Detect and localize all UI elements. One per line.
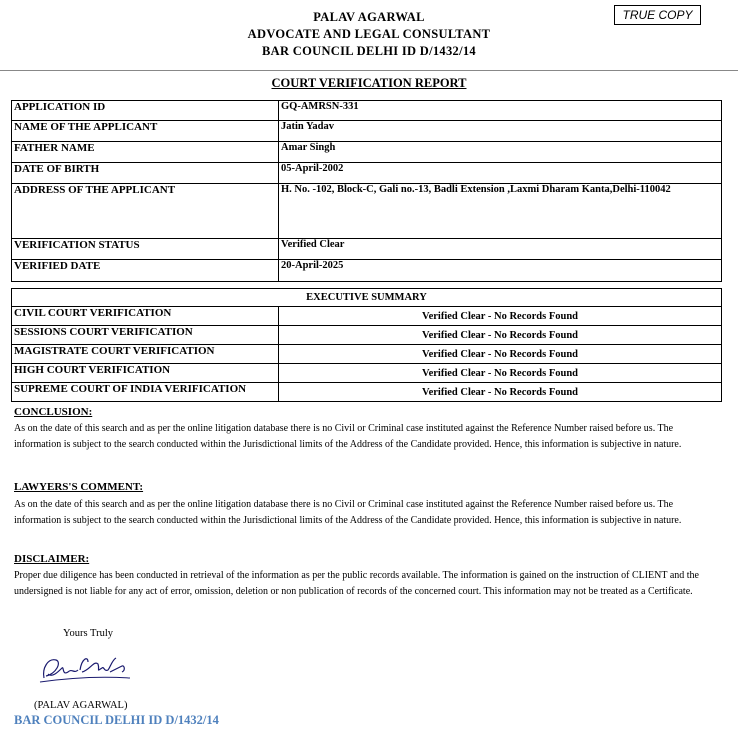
advocate-designation: ADVOCATE AND LEGAL CONSULTANT	[247, 27, 491, 41]
field-label: FATHER NAME	[12, 142, 279, 163]
table-row	[12, 345, 722, 364]
field-value: GQ-AMRSN-331	[279, 101, 722, 121]
table-row	[12, 326, 722, 345]
table-row	[12, 101, 722, 121]
court-label: SUPREME COURT OF INDIA VERIFICATION	[12, 383, 279, 402]
applicant-details-table	[11, 100, 722, 282]
field-value: Jatin Yadav	[279, 121, 722, 142]
table-row	[12, 239, 722, 260]
field-value: H. No. -102, Block-C, Gali no.-13, Badli Extension ,Laxmi Dharam Kanta,Delhi-110042	[279, 184, 722, 239]
lawyers-comment-text: As on the date of this search and as per the online litigation database there is no Civil or Criminal case instituted against the Reference Number raised before us. The information is subject to the search conducted within the Jurisdictional limits of the Address of the Candidate provided. Hence, this information is subjective in nature.	[14, 499, 682, 527]
lawyers-comment-heading: LAWYERS'S COMMENT:	[14, 481, 144, 493]
executive-summary-table	[11, 288, 722, 402]
bar-council-id: BAR COUNCIL DELHI ID D/1432/14	[262, 44, 476, 58]
field-value: Amar Singh	[279, 142, 722, 163]
signatory-name: (PALAV AGARWAL)	[34, 700, 128, 711]
header-divider	[0, 70, 738, 71]
disclaimer-heading: DISCLAIMER:	[14, 553, 90, 565]
court-result: Verified Clear - No Records Found	[279, 383, 722, 402]
advocate-name: PALAV AGARWAL	[313, 10, 425, 24]
table-row	[12, 142, 722, 163]
conclusion-text: As on the date of this search and as per the online litigation database there is no Civil or Criminal case instituted against the Reference Number raised before us. The information is subject to the search conducted within the Jurisdictional limits of the Address of the Candidate provided. Hence, this information is subjective in nature.	[14, 423, 682, 451]
court-label: CIVIL COURT VERIFICATION	[12, 307, 279, 326]
table-row	[12, 307, 722, 326]
table-row	[12, 163, 722, 184]
field-label: ADDRESS OF THE APPLICANT	[12, 184, 279, 239]
table-row	[12, 184, 722, 239]
true-copy-stamp: TRUE COPY	[614, 5, 701, 25]
court-label: SESSIONS COURT VERIFICATION	[12, 326, 279, 345]
table-row	[12, 364, 722, 383]
field-value: 20-April-2025	[279, 260, 722, 282]
handwritten-signature	[38, 648, 133, 688]
table-row	[12, 289, 722, 307]
court-result: Verified Clear - No Records Found	[279, 307, 722, 326]
summary-title: EXECUTIVE SUMMARY	[12, 289, 722, 307]
court-result: Verified Clear - No Records Found	[279, 364, 722, 383]
table-row	[12, 121, 722, 142]
report-title: COURT VERIFICATION REPORT	[271, 76, 467, 90]
field-value: 05-April-2002	[279, 163, 722, 184]
disclaimer-text: Proper due diligence has been conducted in retrieval of the information as per the public records available. The information is gained on the instruction of CLIENT and the undersigned is not liable for any act of error, omission, deletion or non publication of records of the concerned court. This information may not be treated as a Certificate.	[14, 570, 699, 598]
closing-text: Yours Truly	[63, 628, 114, 639]
table-row	[12, 383, 722, 402]
court-label: HIGH COURT VERIFICATION	[12, 364, 279, 383]
field-label: VERIFICATION STATUS	[12, 239, 279, 260]
court-result: Verified Clear - No Records Found	[279, 326, 722, 345]
field-value: Verified Clear	[279, 239, 722, 260]
footer-bar-council-id: BAR COUNCIL DELHI ID D/1432/14	[14, 713, 219, 727]
court-label: MAGISTRATE COURT VERIFICATION	[12, 345, 279, 364]
court-result: Verified Clear - No Records Found	[279, 345, 722, 364]
conclusion-heading: CONCLUSION:	[14, 406, 93, 418]
table-row	[12, 260, 722, 282]
field-label: NAME OF THE APPLICANT	[12, 121, 279, 142]
field-label: APPLICATION ID	[12, 101, 279, 121]
field-label: DATE OF BIRTH	[12, 163, 279, 184]
field-label: VERIFIED DATE	[12, 260, 279, 282]
